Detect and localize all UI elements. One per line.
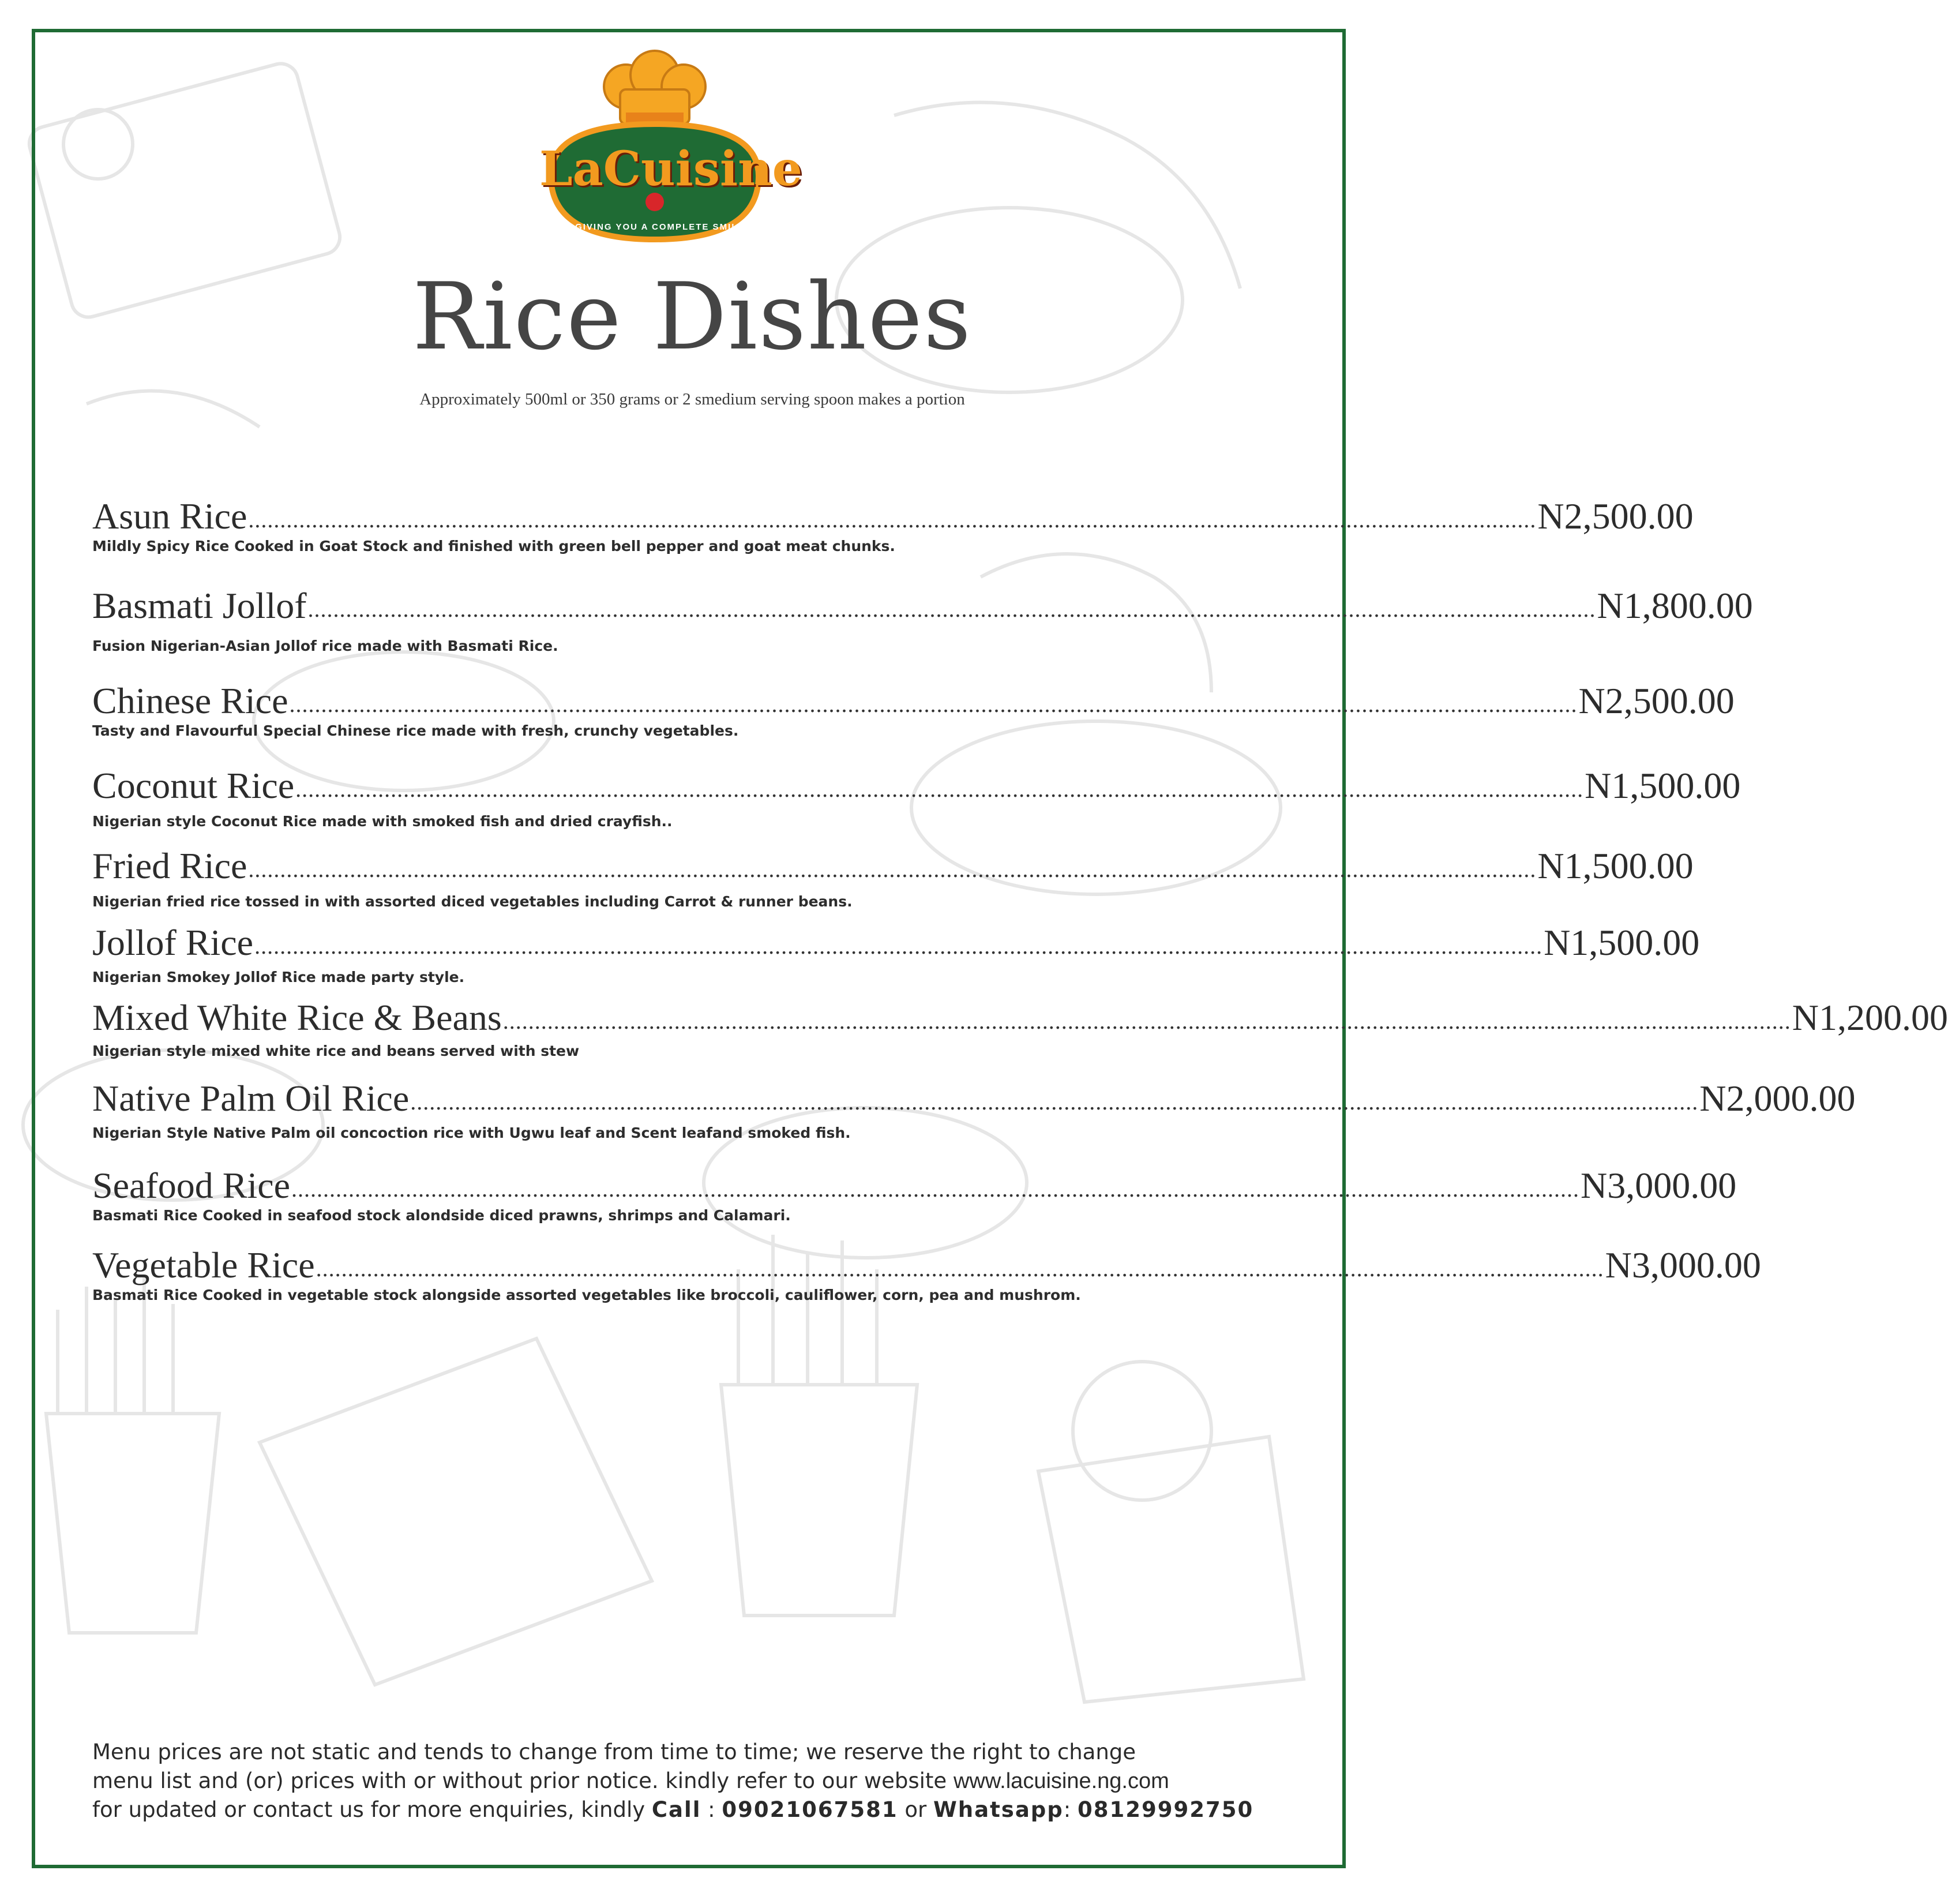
item-name: Jollof Rice bbox=[92, 922, 254, 963]
item-price: N1,500.00 bbox=[1544, 922, 1700, 963]
dot-leader: ........................................................................................................................................................................................................... bbox=[254, 933, 1543, 959]
item-description: Nigerian Smokey Jollof Rice made party style. bbox=[92, 969, 465, 985]
item-price: N1,500.00 bbox=[1585, 765, 1741, 806]
dot-leader: ........................................................................................................................................................................................................... bbox=[291, 1176, 1579, 1202]
item-description: Fusion Nigerian-Asian Jollof rice made with Basmati Rice. bbox=[92, 638, 558, 654]
dot-leader: ........................................................................................................................................................................................................... bbox=[295, 776, 1584, 802]
item-description: Mildly Spicy Rice Cooked in Goat Stock and finished with green bell pepper and goat meat chunks. bbox=[92, 538, 895, 554]
item-description: Basmati Rice Cooked in seafood stock alondside diced prawns, shrimps and Calamari. bbox=[92, 1207, 791, 1224]
item-price: N1,500.00 bbox=[1537, 845, 1694, 886]
menu-item bbox=[92, 996, 1948, 1059]
website-link[interactable]: www.lacuisine.ng.com bbox=[953, 1769, 1169, 1793]
menu-item bbox=[92, 680, 1735, 739]
item-name: Chinese Rice bbox=[92, 680, 288, 721]
item-description: Nigerian style Coconut Rice made with smoked fish and dried crayfish.. bbox=[92, 813, 673, 830]
item-description: Tasty and Flavourful Special Chinese rice made with fresh, crunchy vegetables. bbox=[92, 722, 739, 739]
whatsapp-label: Whatsapp bbox=[933, 1797, 1064, 1822]
menu-item bbox=[92, 1164, 1737, 1224]
item-price: N3,000.00 bbox=[1605, 1245, 1761, 1285]
call-label: Call bbox=[651, 1797, 701, 1822]
logo-tagline: ...GIVING YOU A COMPLETE SMILE bbox=[564, 222, 745, 232]
item-description: Basmati Rice Cooked in vegetable stock alongside assorted vegetables like broccoli, cauliflower, corn, pea and mushrom. bbox=[92, 1287, 1081, 1303]
notice-line-1: Menu prices are not static and tends to change from time to time; we reserve the right to change bbox=[92, 1740, 1136, 1764]
item-name: Native Palm Oil Rice bbox=[92, 1078, 410, 1119]
menu-item bbox=[92, 584, 1753, 654]
item-name: Mixed White Rice & Beans bbox=[92, 997, 502, 1038]
item-price: N2,500.00 bbox=[1578, 680, 1735, 721]
item-name: Vegetable Rice bbox=[92, 1245, 315, 1285]
notice-line-3: for updated or contact us for more enquiries, kindly bbox=[92, 1797, 645, 1822]
dot-leader: ........................................................................................................................................................................................................... bbox=[248, 856, 1537, 882]
la-cuisine-logo bbox=[539, 55, 802, 251]
dot-leader: ........................................................................................................................................................................................................... bbox=[316, 1255, 1604, 1281]
item-price: N1,200.00 bbox=[1792, 997, 1948, 1038]
item-name: Seafood Rice bbox=[92, 1165, 290, 1206]
item-description: Nigerian fried rice tossed in with assorted diced vegetables including Carrot & runner beans. bbox=[92, 893, 853, 910]
logo-wordmark: LaCuisine bbox=[539, 141, 802, 197]
notice-line-2: menu list and (or) prices with or without prior notice. kindly refer to our website bbox=[92, 1768, 947, 1793]
item-price: N3,000.00 bbox=[1581, 1165, 1737, 1206]
portion-note: Approximately 500ml or 350 grams or 2 smedium serving spoon makes a portion bbox=[419, 390, 965, 408]
item-name: Asun Rice bbox=[92, 496, 247, 537]
item-price: N2,500.00 bbox=[1537, 496, 1694, 537]
dot-leader: ........................................................................................................................................................................................................... bbox=[502, 1008, 1791, 1034]
dot-leader: ........................................................................................................................................................................................................... bbox=[410, 1089, 1699, 1115]
or-text: or bbox=[904, 1797, 927, 1822]
menu-item bbox=[92, 921, 1700, 985]
item-name: Coconut Rice bbox=[92, 765, 295, 806]
menu-item bbox=[92, 845, 1694, 910]
item-name: Basmati Jollof bbox=[92, 585, 307, 626]
call-number[interactable]: 09021067581 bbox=[722, 1797, 898, 1822]
dot-leader: ........................................................................................................................................................................................................... bbox=[289, 691, 1578, 717]
item-name: Fried Rice bbox=[92, 845, 247, 886]
price-notice: Menu prices are not static and tends to change from time to time; we reserve the right to change menu list and (or) prices with or without prior notice. kindly refer to our website www.lacuisine.ng.com for updated or contact us for more enquiries, kindly Call : 09021067581 or Whatsapp: 08129992750 bbox=[92, 1738, 1304, 1824]
item-description: Nigerian style mixed white rice and beans served with stew bbox=[92, 1043, 580, 1059]
item-price: N1,800.00 bbox=[1597, 585, 1753, 626]
menu-item bbox=[92, 764, 1741, 830]
dot-leader: ........................................................................................................................................................................................................... bbox=[248, 507, 1537, 533]
item-description: Nigerian Style Native Palm oil concoction rice with Ugwu leaf and Scent leafand smoked fish. bbox=[92, 1125, 851, 1141]
dot-leader: ........................................................................................................................................................................................................... bbox=[307, 596, 1596, 622]
menu-item bbox=[92, 495, 1694, 554]
whatsapp-number[interactable]: 08129992750 bbox=[1078, 1797, 1254, 1822]
item-price: N2,000.00 bbox=[1699, 1078, 1856, 1119]
menu-item bbox=[92, 1077, 1856, 1141]
page-title: Rice Dishes bbox=[412, 263, 973, 370]
menu-item bbox=[92, 1244, 1761, 1303]
